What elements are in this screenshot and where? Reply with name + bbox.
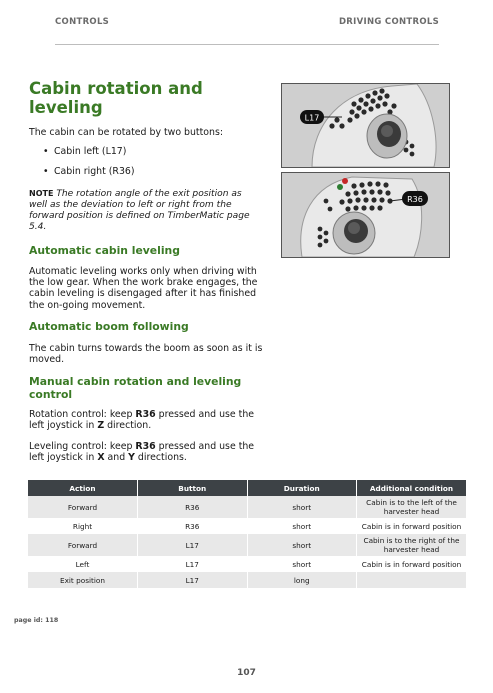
table-cell: Exit position xyxy=(28,572,138,588)
table-cell: R36 xyxy=(138,518,248,534)
callout-label-l17: L17 xyxy=(304,113,320,123)
list-item: • Cabin left (L17) xyxy=(43,146,135,166)
table-cell: Cabin is to the left of the harvester head xyxy=(357,496,467,518)
table-cell: L17 xyxy=(138,556,248,572)
button-list xyxy=(43,146,135,186)
section-heading-auto-leveling: Automatic cabin leveling xyxy=(29,244,180,257)
section-heading-manual: Manual cabin rotation and leveling control xyxy=(29,375,242,401)
header-divider xyxy=(55,44,439,45)
table-row xyxy=(28,534,466,556)
table-cell: Cabin is to the right of the harvester head xyxy=(357,534,467,556)
section-heading-auto-boom: Automatic boom following xyxy=(29,320,189,333)
table-cell xyxy=(357,572,467,588)
table-cell: short xyxy=(247,496,357,518)
table-cell: Forward xyxy=(28,534,138,556)
table-cell: L17 xyxy=(138,534,248,556)
table-cell: Left xyxy=(28,556,138,572)
note-label: NOTE xyxy=(29,189,54,198)
list-item: • Cabin right (R36) xyxy=(43,166,135,186)
note-text: The rotation angle of the exit position as well as the deviation to left or right from the forward position is defined on TimberMatic page 5.4. xyxy=(29,189,250,232)
table-cell: Cabin is in forward position xyxy=(357,556,467,572)
table-row xyxy=(28,518,466,534)
cabin-control-table xyxy=(28,480,466,588)
table-cell: short xyxy=(247,518,357,534)
callout-label-r36: R36 xyxy=(407,195,423,204)
left-armrest-panel-image xyxy=(281,83,450,168)
table-cell: R36 xyxy=(138,496,248,518)
table-cell: Cabin is in forward position xyxy=(357,518,467,534)
table-cell: long xyxy=(247,572,357,588)
auto-boom-text: The cabin turns towards the boom as soon as it is moved. xyxy=(29,343,263,366)
header-chapter-label: DRIVING CONTROLS xyxy=(338,17,439,27)
leveling-control-text: Leveling control: keep R36 pressed and use the left joystick in X and Y directions. xyxy=(29,441,255,464)
page-title: Cabin rotation and leveling xyxy=(29,79,203,117)
rotation-control-text: Rotation control: keep R36 pressed and use the left joystick in Z direction. xyxy=(29,409,255,432)
table-cell: Forward xyxy=(28,496,138,518)
column-header-condition: Additional condition xyxy=(357,480,467,496)
table-row xyxy=(28,496,466,518)
page-id: page id: 118 xyxy=(14,617,59,624)
table-cell: Right xyxy=(28,518,138,534)
page-number: 107 xyxy=(237,668,256,678)
intro-text: The cabin can be rotated by two buttons: xyxy=(29,127,223,138)
column-header-duration: Duration xyxy=(247,480,357,496)
table-cell: short xyxy=(247,556,357,572)
table-row xyxy=(28,556,466,572)
table-row xyxy=(28,572,466,588)
auto-leveling-text: Automatic leveling works only when driving with the low gear. When the work brake engages, the cabin leveling is disengaged after it has finished the on-going movement. xyxy=(29,266,258,311)
column-header-button: Button xyxy=(138,480,248,496)
header-section-label: CONTROLS xyxy=(55,17,110,27)
column-header-action: Action xyxy=(28,480,138,496)
right-armrest-panel-image xyxy=(281,172,450,258)
table-cell: short xyxy=(247,534,357,556)
note-paragraph xyxy=(29,188,255,233)
table-cell: L17 xyxy=(138,572,248,588)
table-header-row xyxy=(28,480,466,496)
